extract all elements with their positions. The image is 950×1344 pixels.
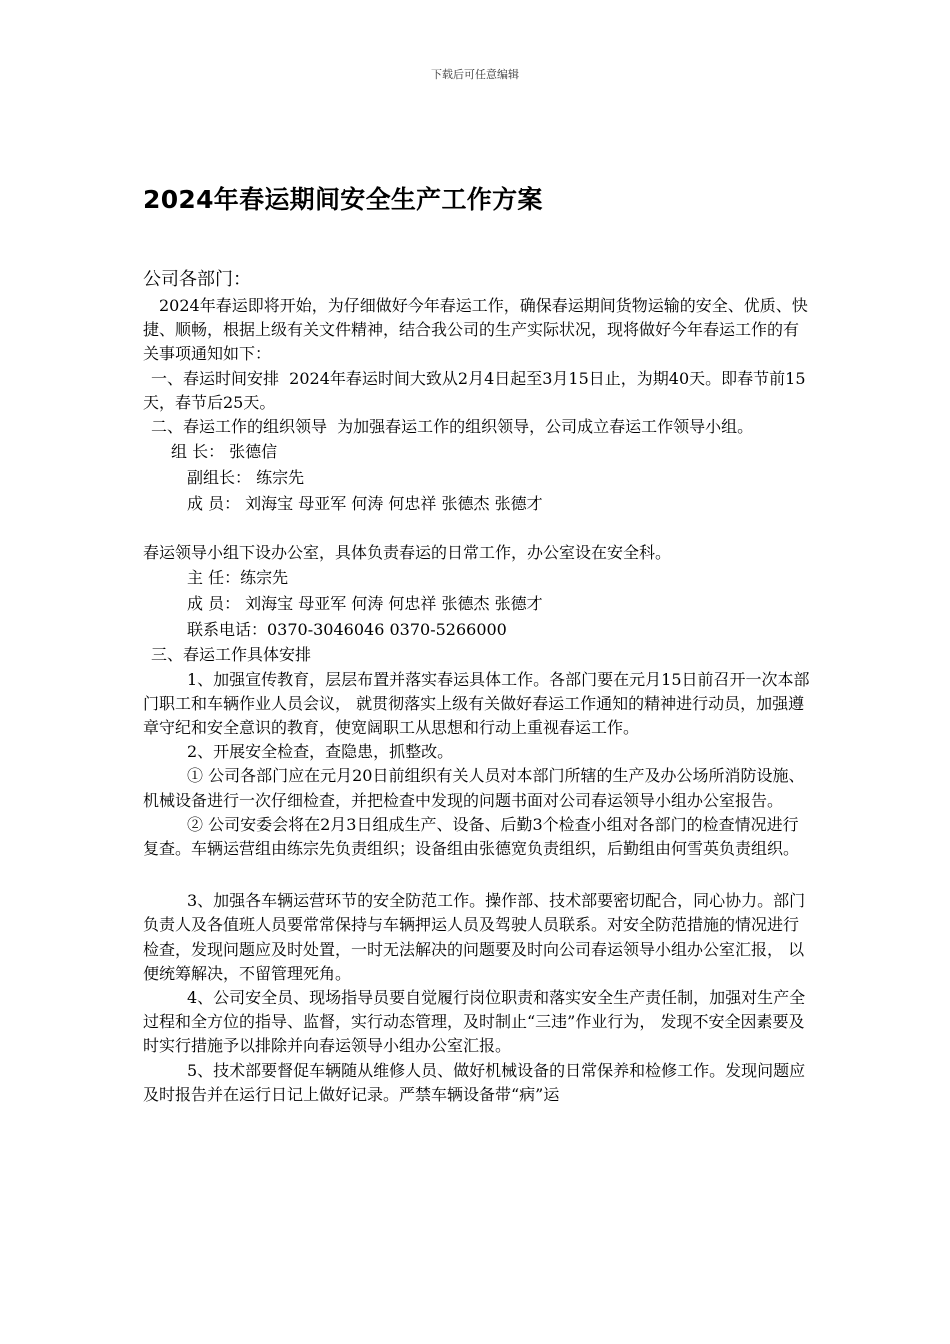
section-3-heading: 三、春运工作具体安排 xyxy=(151,645,312,665)
salutation: 公司各部门： xyxy=(143,269,251,290)
item-4-paragraph: 4、公司安全员、现场指导员要自觉履行岗位职责和落实安全生产责任制，加强对生产全过程和全方位的指导、监督，实行动态管理，及时制止“三违”作业行为， 发现不安全因素要及时实行措施予以排除并向春运领导小组办公室汇报。 xyxy=(143,988,806,1056)
members-line: 成 员： 刘海宝 母亚军 何涛 何忠祥 张德杰 张德才 xyxy=(187,494,543,514)
intro-paragraph: 2024年春运即将开始，为仔细做好今年春运工作，确保春运期间货物运输的安全、优质、快捷、顺畅，根据上级有关文件精神，结合我公司的生产实际状况，现将做好今年春运工作的有关事项通知如下： xyxy=(143,296,808,364)
office-members-line: 成 员： 刘海宝 母亚军 何涛 何忠祥 张德杰 张德才 xyxy=(187,594,543,614)
document-title: 2024年春运期间安全生产工作方案 xyxy=(143,185,543,214)
item-1-paragraph: 1、加强宣传教育，层层布置并落实春运具体工作。各部门要在元月15日前召开一次本部门职工和车辆作业人员会议， 就贯彻落实上级有关做好春运工作通知的精神进行动员，加强遵章守纪和安全意识的教育，使宽阔职工从思想和行动上重视春运工作。 xyxy=(143,669,810,738)
document-body xyxy=(143,176,813,1107)
item-3-paragraph: 3、加强各车辆运营环节的安全防范工作。操作部、技术部要密切配合，同心协力。部门负责人及各值班人员要常常保持与车辆押运人员及驾驶人员联系。对安全防范措施的情况进行检查，发现问题应及时处置，一时无法解决的问题要及时向公司春运领导小组办公室汇报， 以便统筹解决，不留管理死角。 xyxy=(143,891,806,983)
leader-line: 组 长： 张德信 xyxy=(171,442,278,462)
office-phone-line: 联系电话：0370-3046046 0370-5266000 xyxy=(187,620,507,640)
section-2-paragraph: 二、春运工作的组织领导 为加强春运工作的组织领导，公司成立春运工作领导小组。 xyxy=(151,417,754,437)
item-2a-paragraph: ① 公司各部门应在元月20日前组织有关人员对本部门所辖的生产及办公场所消防设施、机械设备进行一次仔细检查，并把检查中发现的问题书面对公司春运领导小组办公室报告。 xyxy=(143,766,805,810)
item-2b-paragraph: ② 公司安委会将在2月3日组成生产、设备、后勤3个检查小组对各部门的检查情况进行复查。车辆运营组由练宗先负责组织；设备组由张德宽负责组织，后勤组由何雪英负责组织。 xyxy=(143,814,800,859)
item-5-paragraph: 5、技术部要督促车辆随从维修人员、做好机械设备的日常保养和检修工作。发现问题应及时报告并在运行日记上做好记录。严禁车辆设备带“病”运 xyxy=(143,1060,806,1104)
header-note: 下载后可任意编辑 xyxy=(431,68,519,81)
section-1-paragraph: 一、春运时间安排 2024年春运时间大致从2月4日起至3月15日止，为期40天。即春节前15天，春节后25天。 xyxy=(143,368,806,412)
office-intro-paragraph: 春运领导小组下设办公室，具体负责春运的日常工作，办公室设在安全科。 xyxy=(143,543,672,563)
office-director-line: 主 任：练宗先 xyxy=(187,568,289,588)
vice-leader-line: 副组长： 练宗先 xyxy=(187,468,305,488)
item-2-paragraph: 2、开展安全检查，查隐患，抓整改。 xyxy=(187,742,454,762)
